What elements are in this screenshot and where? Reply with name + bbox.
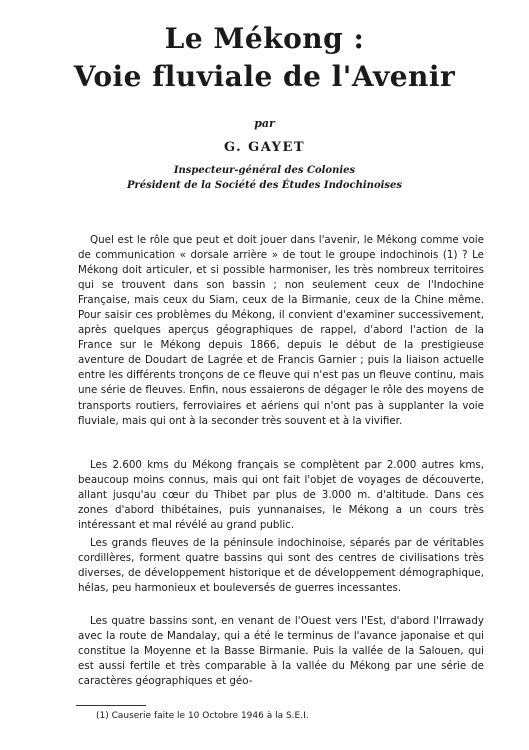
paragraph-4: [78, 614, 484, 689]
author-role-2: Président de la Société des Études Indochinoises: [126, 180, 403, 191]
paragraph-text: Quel est le rôle que peut et doit jouer dans l'avenir, le Mékong comme voie de communication « dorsale arrière » de tout le groupe indochinois (1) ? Le Mékong doit articuler, et si possible harmoniser, les très nombreux territoires qui se trouvent dans son bassin ; non seulement ceux de l'Indochine Française, mais ceux du Siam, ceux de la Birmanie, ceux de la Chine même. Pour saisir ces problèmes du Mékong, il convient d'examiner successivement, après quelques aperçus géographiques de rappel, d'abord l'action de la France sur le Mékong depuis 1866, depuis le début de la prestigieuse aventure de Doudart de Lagrée et de Francis Garnier ; puis la liaison actuelle entre les différents tronçons de ce fleuve qui n'est pas un fleuve continu, mais une série de fleuves. Enfin, nous essaierons de dégager le rôle des moyens de transports routiers, ferroviaires et aériens qui n'ont pas à supplanter la voie fluviale, mais qui ont à la seconder très souvent et à la vivifier.: [78, 234, 484, 427]
byline-par: par: [254, 117, 275, 130]
title-line-1: Le Mékong :: [164, 22, 365, 55]
paragraph-text: Les grands fleuves de la péninsule indochinoise, séparés par de véritables cordillères, forment quatre bassins qui sont des centres de civilisations très diverses, de développement historique et de développement démographique, hélas, peu harmonieux et bouleversés de guerres incessantes.: [78, 537, 484, 595]
footnote-rule: [76, 705, 146, 706]
paragraph-2: [78, 458, 484, 533]
paragraph-1: [78, 233, 484, 429]
title-line-2: Voie fluviale de l'Avenir: [73, 60, 456, 93]
paragraph-text: Les 2.600 kms du Mékong français se complètent par 2.000 autres kms, beaucoup moins connus, mais qui ont fait l'objet de voyages de découverte, allant jusqu'au cœur du Thibet par plus de 3.000 m. d'altitude. Dans ces zones d'abord thibétaines, puis yunnanaises, le Mékong a un cours très intéressant et mal révélé au grand public.: [78, 459, 484, 532]
author-name: G. GAYET: [223, 140, 306, 155]
paragraph-text: Les quatre bassins sont, en venant de l'Ouest vers l'Est, d'abord l'Irrawady avec la route de Mandalay, qui a été le terminus de l'avance japonaise et qui constitue la Moyenne et la Basse Birmanie. Puis la vallée de la Salouen, qui est aussi fertile et très comparable à la vallée du Mékong par une série de caractères géographiques et géo-: [78, 615, 484, 688]
author-role-1: Inspecteur-général des Colonies: [173, 165, 356, 176]
paragraph-3: [78, 536, 484, 596]
footnote: (1) Causerie faite le 10 Octobre 1946 à la S.E.I.: [96, 711, 309, 721]
